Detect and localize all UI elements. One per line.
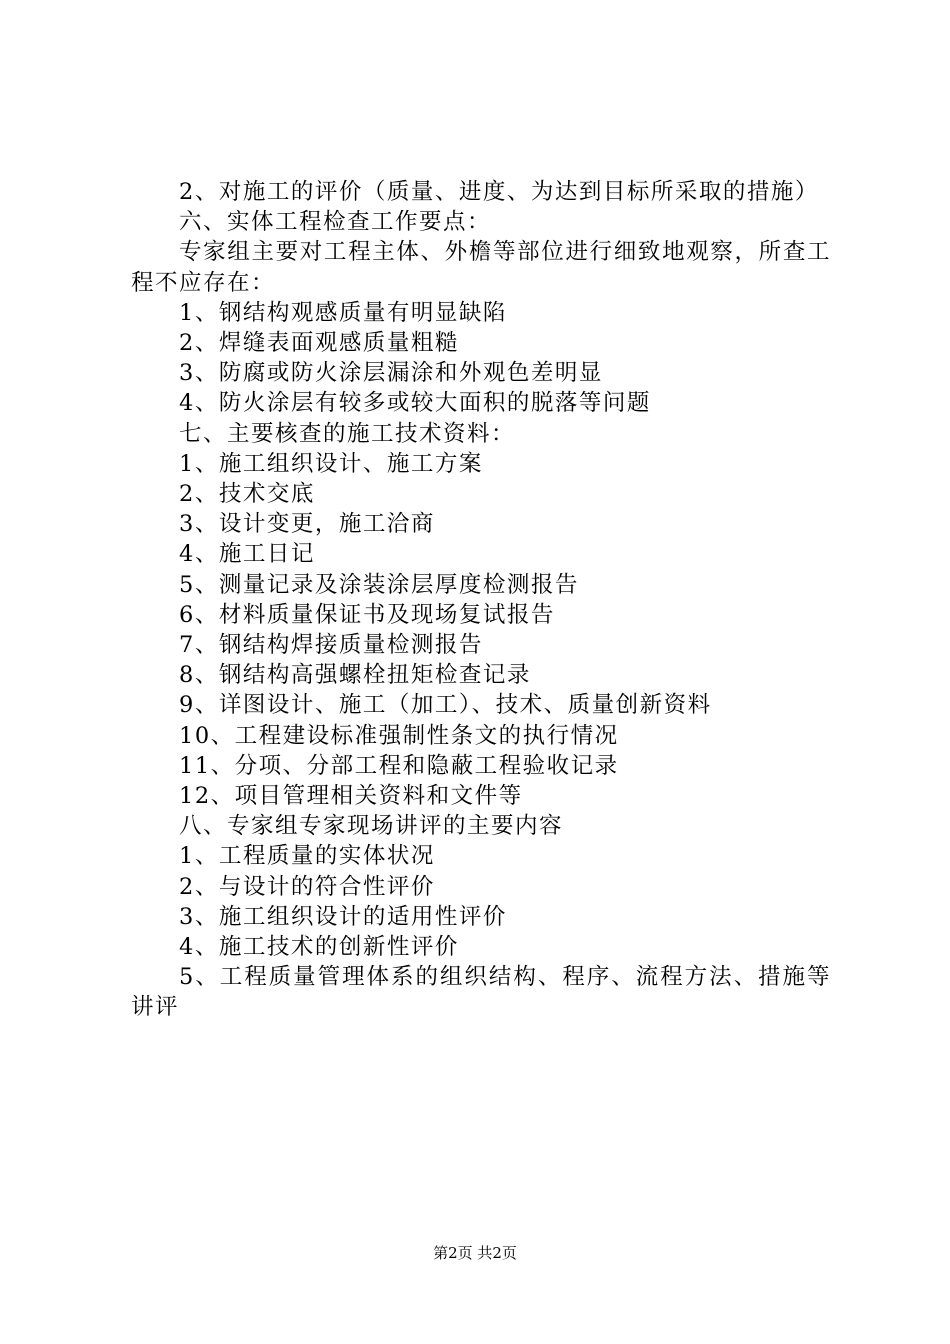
list-item: 8、钢结构高强螺栓扭矩检查记录 <box>179 662 531 689</box>
list-item: 2、技术交底 <box>179 481 315 508</box>
page-number-footer: 第2页 共2页 <box>433 1244 517 1262</box>
list-item: 1、施工组织设计、施工方案 <box>179 450 483 477</box>
list-item: 5、工程质量管理体系的组织结构、程序、流程方法、措施等讲评 <box>131 964 831 1021</box>
list-item: 3、设计变更，施工洽商 <box>179 511 435 538</box>
heading-section-eight: 八、专家组专家现场讲评的主要内容 <box>179 813 564 840</box>
heading-section-seven: 七、主要核查的施工技术资料： <box>179 420 516 447</box>
list-item: 4、施工日记 <box>179 541 315 568</box>
list-item: 1、钢结构观感质量有明显缺陷 <box>179 299 507 326</box>
heading-section-six: 六、实体工程检查工作要点： <box>179 209 492 236</box>
list-item: 4、施工技术的创新性评价 <box>179 934 459 961</box>
document-body <box>131 177 831 1023</box>
list-item: 7、钢结构焊接质量检测报告 <box>179 632 483 659</box>
list-item: 12、项目管理相关资料和文件等 <box>179 783 523 810</box>
list-item: 2、与设计的符合性评价 <box>179 873 435 900</box>
list-item: 11、分项、分部工程和隐蔽工程验收记录 <box>179 752 619 779</box>
paragraph-inspection-intro: 专家组主要对工程主体、外檐等部位进行细致地观察，所查工程不应存在： <box>131 239 831 296</box>
list-item: 2、焊缝表面观感质量粗糙 <box>179 330 459 357</box>
list-item: 9、详图设计、施工（加工）、技术、质量创新资料 <box>179 692 712 719</box>
list-item: 3、施工组织设计的适用性评价 <box>179 903 507 930</box>
list-item: 1、工程质量的实体状况 <box>179 843 435 870</box>
list-item: 4、防火涂层有较多或较大面积的脱落等问题 <box>179 390 651 417</box>
paragraph-evaluation-measures: 2、对施工的评价（质量、进度、为达到目标所采取的措施） <box>179 179 819 205</box>
list-item: 5、测量记录及涂装涂层厚度检测报告 <box>179 571 579 598</box>
list-item: 10、工程建设标准强制性条文的执行情况 <box>179 722 619 749</box>
list-item: 6、材料质量保证书及现场复试报告 <box>179 601 555 628</box>
list-item: 3、防腐或防火涂层漏涂和外观色差明显 <box>179 360 603 387</box>
